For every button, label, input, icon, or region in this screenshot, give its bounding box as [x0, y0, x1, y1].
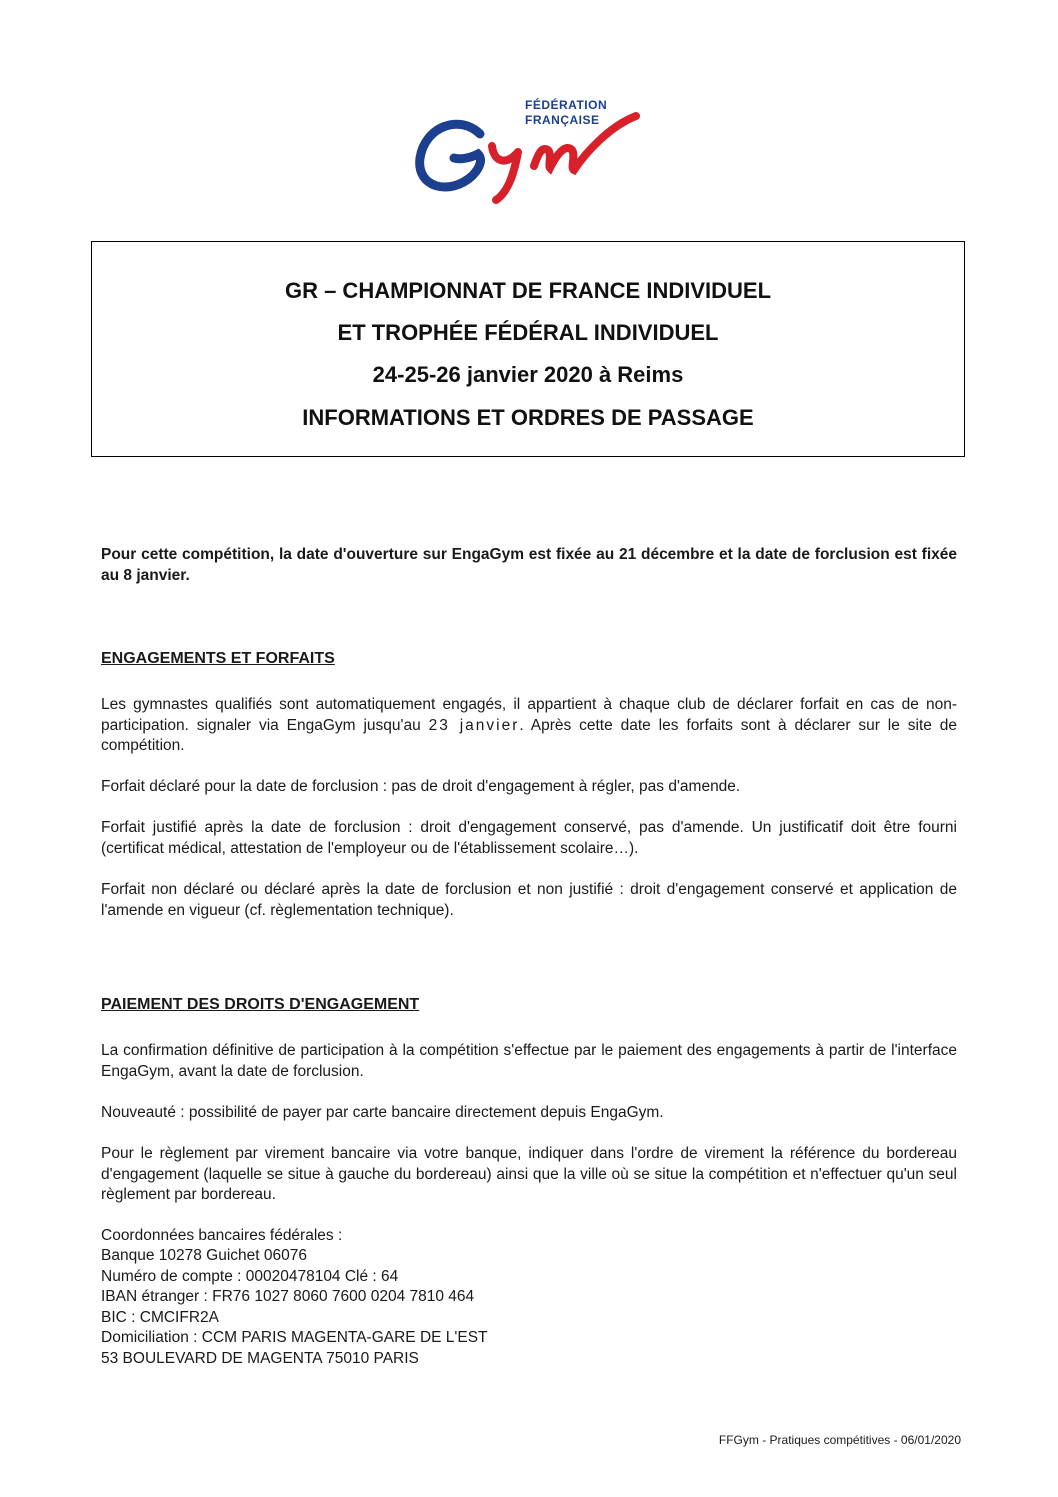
engagements-p1-date: 23 janvier	[428, 716, 520, 734]
bank-line-title: Coordonnées bancaires fédérales :	[101, 1227, 343, 1244]
paiement-paragraph-2: Nouveauté : possibilité de payer par carte bancaire directement depuis EngaGym.	[101, 1104, 664, 1121]
bank-line-domiciliation: Domiciliation : CCM PARIS MAGENTA-GARE DE L'EST	[101, 1329, 488, 1346]
title-line-1: GR – CHAMPIONNAT DE FRANCE INDIVIDUEL	[284, 278, 772, 303]
title-line-2: ET TROPHÉE FÉDÉRAL INDIVIDUEL	[337, 320, 719, 345]
paiement-paragraph-3: Pour le règlement par virement bancaire via votre banque, indiquer dans l'ordre de virement la référence du bordereau d'engagement (laquelle se situe à gauche du bordereau) ainsi que la ville où se situe la compétition et n'effectuer qu'un seul règlement par bordereau.	[101, 1145, 957, 1203]
title-line-3: 24-25-26 janvier 2020 à Reims	[372, 362, 684, 387]
bank-line-iban: IBAN étranger : FR76 1027 8060 7600 0204 7810 464	[101, 1288, 475, 1305]
section-heading-engagements: ENGAGEMENTS ET FORFAITS	[101, 650, 335, 667]
title-box	[91, 241, 965, 457]
engagements-paragraph-2: Forfait déclaré pour la date de forclusion : pas de droit d'engagement à régler, pas d'amende.	[101, 778, 741, 795]
bank-line-banque: Banque 10278 Guichet 06076	[101, 1247, 307, 1264]
engagements-paragraph-1	[101, 695, 957, 757]
ffgym-logo	[410, 96, 660, 206]
paiement-paragraph-1: La confirmation définitive de participation à la compétition s'effectue par le paiement des engagements à partir de l'interface EngaGym, avant la date de forclusion.	[101, 1042, 957, 1080]
section-heading-paiement: PAIEMENT DES DROITS D'ENGAGEMENT	[101, 996, 420, 1013]
bank-line-compte: Numéro de compte : 00020478104 Clé : 64	[101, 1268, 399, 1285]
bank-line-address: 53 BOULEVARD DE MAGENTA 75010 PARIS	[101, 1350, 419, 1367]
bank-line-bic: BIC : CMCIFR2A	[101, 1309, 219, 1326]
logo-line-federation: FÉDÉRATION	[525, 98, 608, 112]
engagements-p1-text-b: . Après cette date les forfaits sont à déclarer sur le site de compétition.	[101, 716, 957, 754]
engagements-p1-text-a: Les gymnastes qualifiés sont automatiquement engagés, il appartient à chaque club de déclarer forfait en cas de non-participation. signaler via EngaGym jusqu'au	[101, 696, 957, 734]
page-footer: FFGym - Pratiques compétitives - 06/01/2020	[718, 1433, 961, 1447]
engagements-paragraph-3: Forfait justifié après la date de forclusion : droit d'engagement conservé, pas d'amende. Un justificatif doit être fourni (certificat médical, attestation de l'employeur ou de l'établissement scolaire…).	[101, 819, 957, 857]
logo-line-francaise: FRANÇAISE	[525, 113, 600, 127]
intro-paragraph: Pour cette compétition, la date d'ouverture sur EngaGym est fixée au 21 décembre et la date de forclusion est fixée au 8 janvier.	[101, 546, 957, 584]
title-line-4: INFORMATIONS ET ORDRES DE PASSAGE	[302, 405, 754, 430]
engagements-paragraph-4: Forfait non déclaré ou déclaré après la date de forclusion et non justifié : droit d'engagement conservé et application de l'amende en vigueur (cf. règlementation technique).	[101, 881, 957, 919]
